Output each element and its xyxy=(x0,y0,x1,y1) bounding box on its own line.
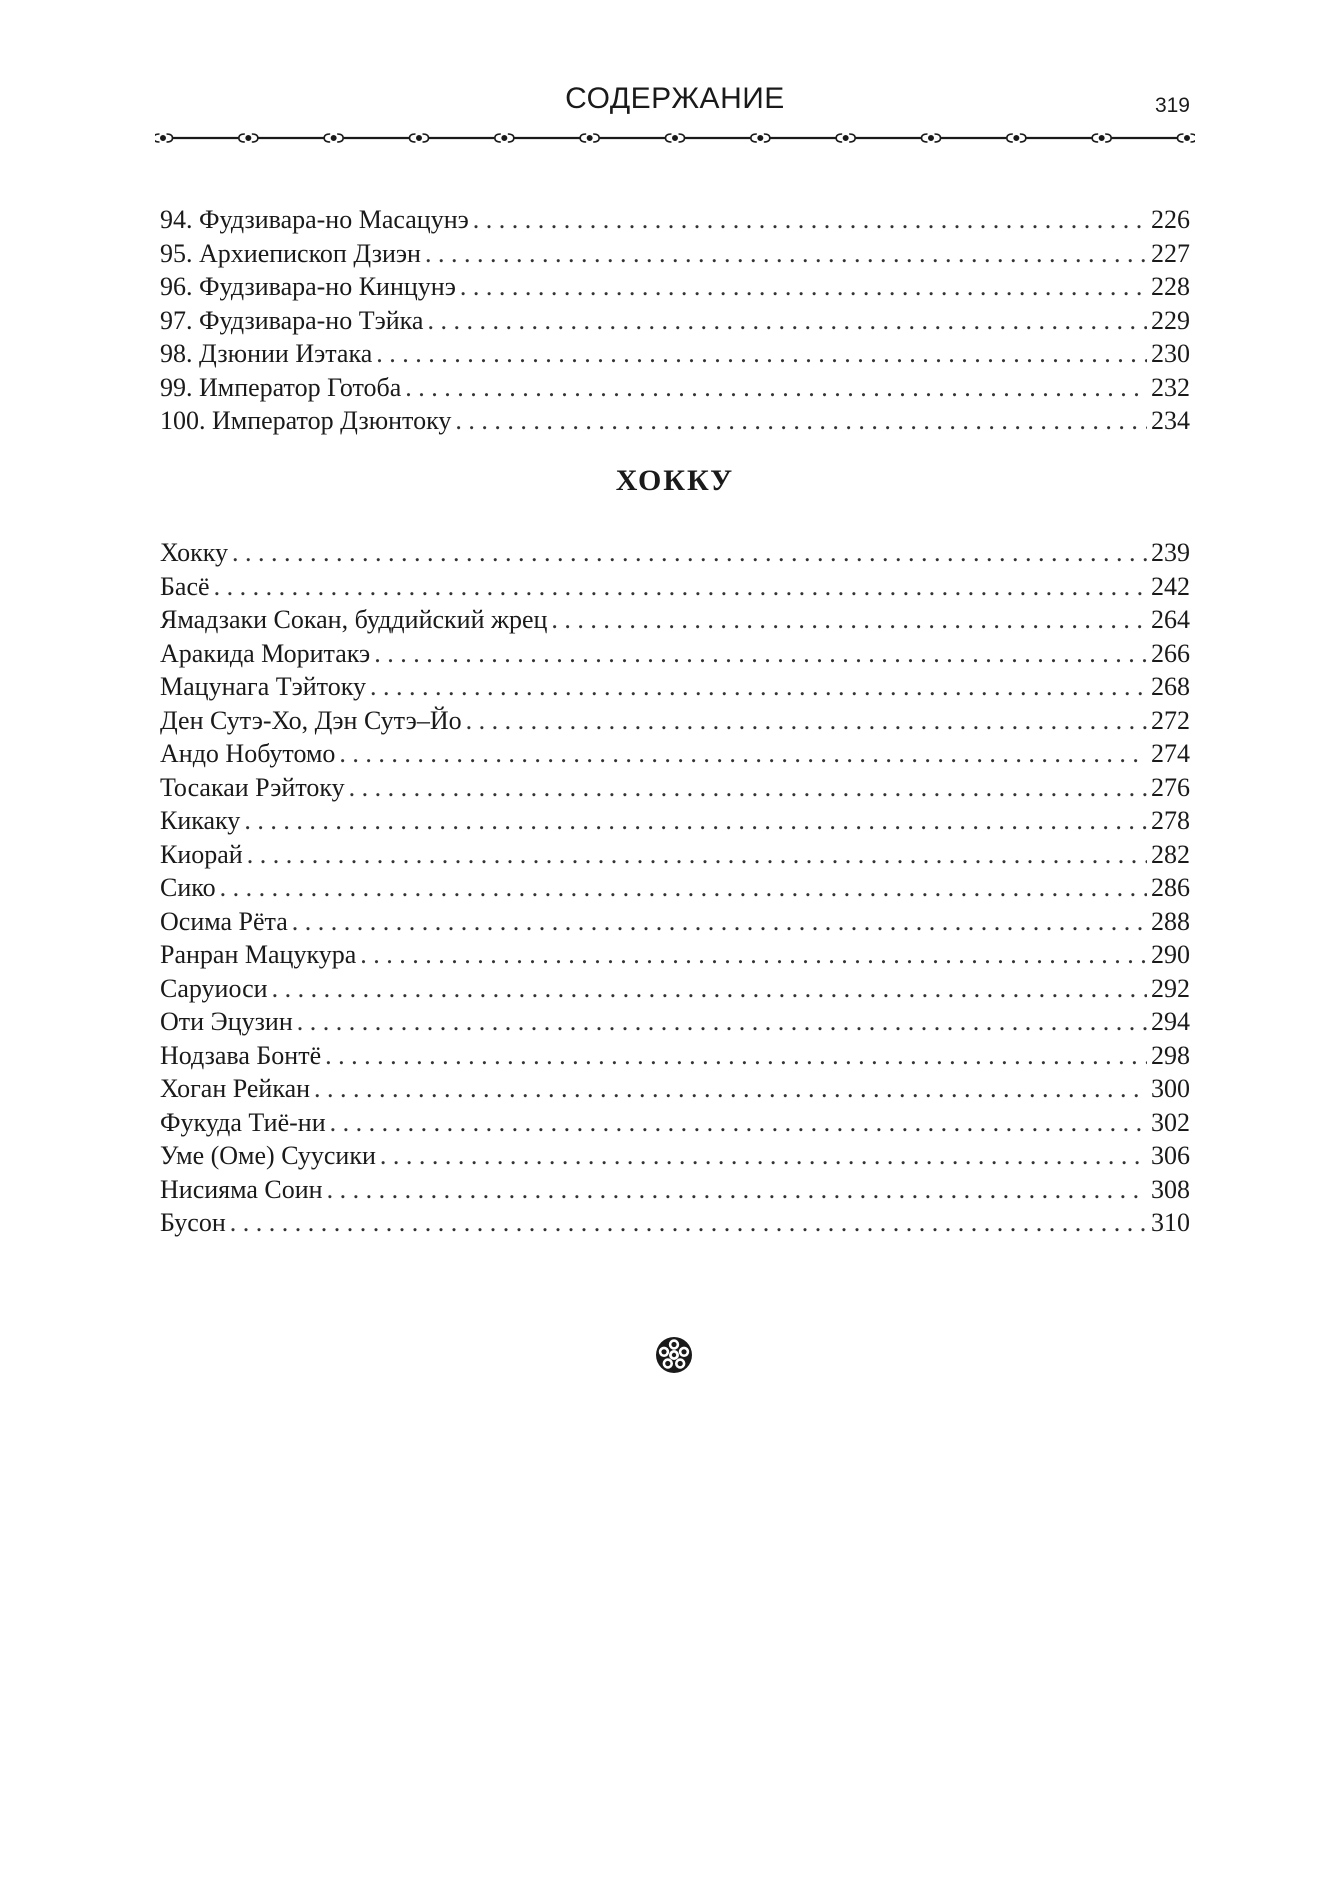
toc-entry-page: 268 xyxy=(1151,672,1190,701)
toc-entry xyxy=(160,337,1190,371)
toc-entry-page: 282 xyxy=(1151,839,1190,869)
toc-entry-title: Бусон xyxy=(160,1208,226,1237)
dot-leader xyxy=(272,972,1147,1006)
page-number: 319 xyxy=(1154,94,1190,117)
toc-entry-title: Аракида Моритакэ xyxy=(160,638,371,668)
toc-entry xyxy=(160,972,1190,1006)
toc-entry-page: 227 xyxy=(1151,238,1190,268)
dot-leader xyxy=(220,871,1147,905)
toc-entry-page: 288 xyxy=(1151,906,1190,936)
dot-leader xyxy=(297,1005,1147,1039)
dot-leader xyxy=(455,404,1147,438)
toc-entry-title: Осима Рёта xyxy=(160,906,288,936)
toc-entry xyxy=(160,536,1190,570)
dot-leader xyxy=(214,570,1147,604)
toc-entry xyxy=(160,1106,1190,1140)
toc-entry-page: 294 xyxy=(1151,1007,1190,1036)
toc-entry-page: 310 xyxy=(1151,1208,1190,1237)
toc-entry xyxy=(160,1173,1190,1207)
toc-entry-page: 228 xyxy=(1151,272,1190,301)
toc-entry-title: 97. Фудзивара-но Тэйка xyxy=(160,305,424,335)
toc-entry-page: 306 xyxy=(1151,1141,1190,1170)
toc-entry xyxy=(160,737,1190,771)
toc-entry-title: Андо Нобутомо xyxy=(160,739,336,768)
toc-entry-page: 286 xyxy=(1151,873,1190,902)
toc-entry-page: 298 xyxy=(1151,1040,1190,1070)
toc-entry-page: 300 xyxy=(1151,1074,1190,1103)
toc-entry xyxy=(160,938,1190,972)
toc-entry-title: Нисияма Соин xyxy=(160,1174,323,1204)
toc-entry xyxy=(160,670,1190,704)
toc-entry xyxy=(160,371,1190,405)
toc-entry-title: Уме (Оме) Суусики xyxy=(160,1141,376,1170)
toc-entry-title: 100. Император Дзюнтоку xyxy=(160,406,452,435)
toc-entry-page: 234 xyxy=(1151,406,1190,435)
toc-entry xyxy=(160,404,1190,438)
section-heading: ХОККУ xyxy=(615,464,735,497)
toc-entry-title: Киорай xyxy=(160,839,243,869)
toc-entry-title: 99. Император Готоба xyxy=(160,372,402,402)
toc-entry-page: 290 xyxy=(1151,940,1190,969)
toc-entry xyxy=(160,1072,1190,1106)
toc-entry-page: 276 xyxy=(1151,772,1190,802)
dot-leader xyxy=(292,905,1147,939)
toc-entry-title: Басё xyxy=(160,571,210,601)
toc-list-waka xyxy=(160,203,1190,438)
dot-leader xyxy=(247,838,1147,872)
toc-entry-title: Хокку xyxy=(160,538,229,567)
toc-entry-title: Нодзава Бонтё xyxy=(160,1040,322,1070)
toc-entry xyxy=(160,838,1190,872)
toc-entry-title: 94. Фудзивара-но Масацунэ xyxy=(160,205,469,234)
toc-entry-page: 239 xyxy=(1151,538,1190,567)
toc-entry-title: Тосакаи Рэйтоку xyxy=(160,772,345,802)
toc-entry-title: Ямадзаки Сокан, буддийский жрец xyxy=(160,605,548,634)
toc-entry-title: Оти Эцузин xyxy=(160,1007,293,1036)
toc-entry-page: 230 xyxy=(1151,339,1190,368)
dot-leader xyxy=(360,938,1147,972)
toc-entry-page: 302 xyxy=(1151,1107,1190,1137)
dot-leader xyxy=(339,737,1147,771)
toc-entry xyxy=(160,637,1190,671)
toc-entry xyxy=(160,804,1190,838)
toc-entry-page: 308 xyxy=(1151,1174,1190,1204)
toc-entry xyxy=(160,704,1190,738)
dot-leader xyxy=(405,371,1147,405)
dot-leader xyxy=(349,771,1147,805)
toc-entry xyxy=(160,905,1190,939)
dot-leader xyxy=(370,670,1147,704)
toc-entry-page: 292 xyxy=(1151,973,1190,1003)
dot-leader xyxy=(374,637,1147,671)
flower-crest-icon xyxy=(654,1335,694,1375)
toc-entry-page: 264 xyxy=(1151,605,1190,634)
toc-entry xyxy=(160,1206,1190,1240)
toc-entry xyxy=(160,203,1190,237)
toc-entry-page: 272 xyxy=(1151,705,1190,735)
dot-leader xyxy=(460,270,1147,304)
running-head xyxy=(160,82,1190,132)
dot-leader xyxy=(473,203,1147,237)
dot-leader xyxy=(232,536,1147,570)
toc-entry-title: Мацунага Тэйтоку xyxy=(160,672,366,701)
toc-entry-title: 98. Дзюнии Иэтака xyxy=(160,339,373,368)
toc-entry-title: Фукуда Тиё-ни xyxy=(160,1107,326,1137)
toc-entry-title: 95. Архиепископ Дзиэн xyxy=(160,238,421,268)
toc-entry xyxy=(160,304,1190,338)
toc-entry-page: 274 xyxy=(1151,739,1190,768)
dot-leader xyxy=(466,704,1147,738)
toc-entry-page: 278 xyxy=(1151,806,1190,835)
toc-entry xyxy=(160,771,1190,805)
toc-entry xyxy=(160,871,1190,905)
dot-leader xyxy=(314,1072,1147,1106)
dot-leader xyxy=(425,237,1147,271)
toc-entry xyxy=(160,1039,1190,1073)
toc-entry-page: 232 xyxy=(1151,372,1190,402)
toc-entry xyxy=(160,1139,1190,1173)
toc-entry-page: 229 xyxy=(1151,305,1190,335)
toc-entry xyxy=(160,237,1190,271)
toc-entry-title: Саруиоси xyxy=(160,973,268,1003)
toc-entry xyxy=(160,570,1190,604)
toc-entry-title: Хоган Рейкан xyxy=(160,1074,311,1103)
toc-entry xyxy=(160,270,1190,304)
toc-entry-title: Ден Сутэ-Хо, Дэн Сутэ–Йо xyxy=(160,705,462,735)
toc-entry-title: Ранран Мацукура xyxy=(160,940,357,969)
dot-leader xyxy=(376,337,1147,371)
running-title: СОДЕРЖАНИЕ xyxy=(565,82,785,115)
toc-entry-page: 266 xyxy=(1151,638,1190,668)
dot-leader xyxy=(427,304,1147,338)
toc-entry-page: 226 xyxy=(1151,205,1190,234)
dot-leader xyxy=(325,1039,1147,1073)
dot-leader xyxy=(244,804,1147,838)
toc-entry-title: Кикаку xyxy=(160,806,241,835)
dot-leader xyxy=(327,1173,1147,1207)
dot-leader xyxy=(551,603,1147,637)
decorative-rule-icon xyxy=(155,128,1195,148)
toc-list-hokku xyxy=(160,536,1190,1240)
toc-entry-title: Сико xyxy=(160,873,216,902)
dot-leader xyxy=(330,1106,1147,1140)
dot-leader xyxy=(380,1139,1147,1173)
toc-entry-page: 242 xyxy=(1151,571,1190,601)
toc-entry xyxy=(160,1005,1190,1039)
toc-entry-title: 96. Фудзивара-но Кинцунэ xyxy=(160,272,456,301)
dot-leader xyxy=(230,1206,1147,1240)
toc-entry xyxy=(160,603,1190,637)
